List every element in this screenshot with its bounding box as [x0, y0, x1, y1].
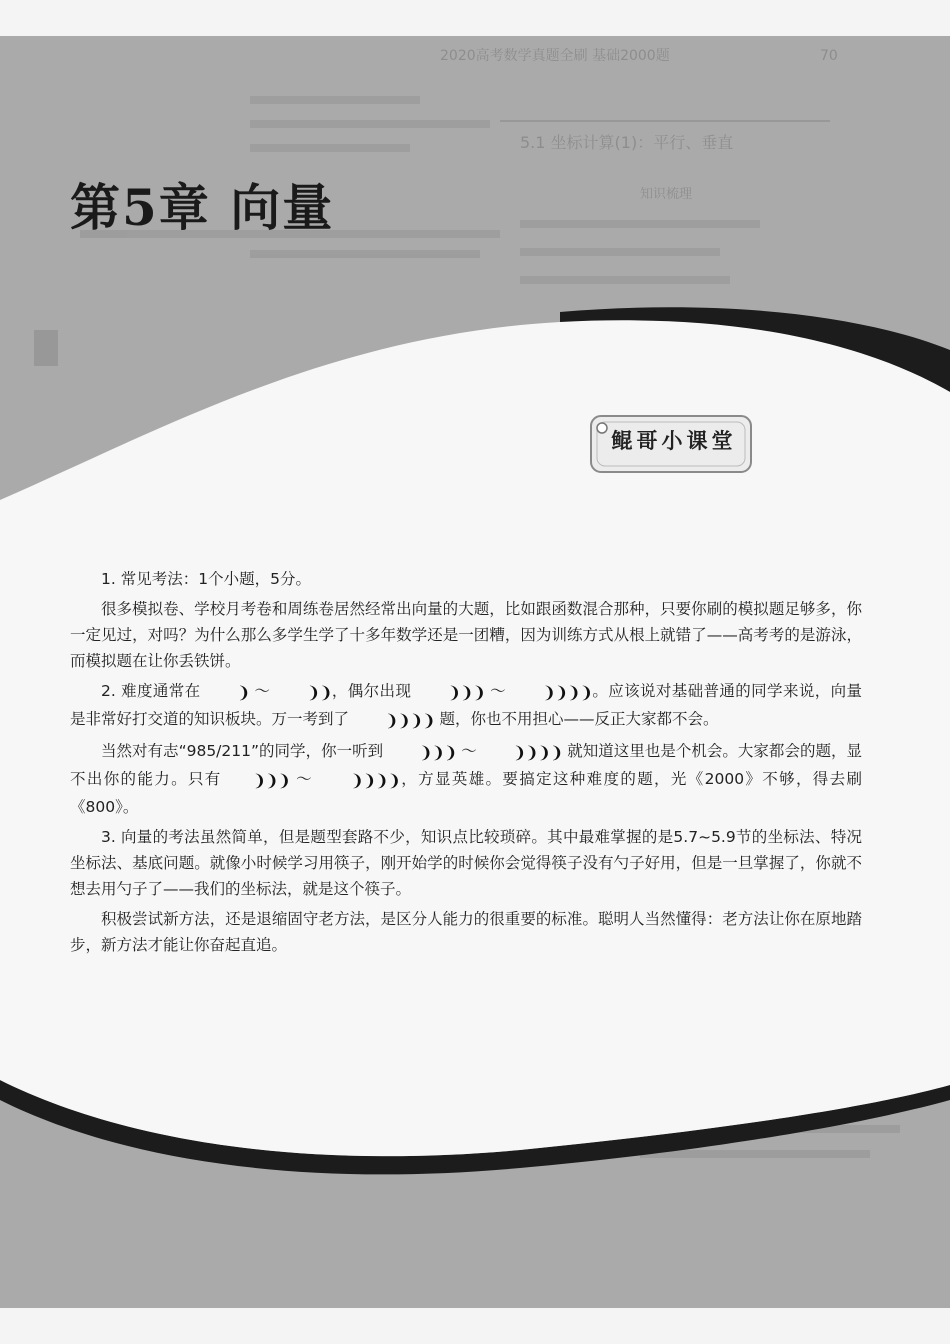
difficulty-3-icon: ❩❩❩	[252, 771, 290, 790]
paragraph-2: 很多模拟卷、学校月考卷和周练卷居然经常出向量的大题，比如跟函数混合那种，只要你刷的模拟题足够多，你一定见过，对吗？为什么那么多学生学了十多年数学还是一团糟，因为训练方式从根上就错了——高考考的是游泳，而模拟题在让你丢铁饼。	[70, 600, 862, 670]
chapter-title: 第5章 向量	[70, 178, 335, 237]
difficulty-3-icon: ❩❩❩	[419, 743, 457, 762]
ghost-side-mark	[34, 330, 58, 366]
ghost-line-7	[520, 248, 720, 256]
page-number: 70	[820, 48, 838, 64]
ghost-line-3	[250, 144, 410, 152]
ghost-line-2	[250, 120, 490, 128]
p4-part-a: 当然对有志“985/211”的同学，你一听到	[101, 742, 389, 760]
p3-part-b: ～	[249, 682, 276, 700]
difficulty-4-icon: ❩❩❩❩	[384, 711, 435, 730]
p3-part-a: 2. 难度通常在	[101, 682, 206, 700]
ghost-section-heading: 5.1 坐标计算(1)：平行、垂直	[520, 133, 734, 152]
p3-part-d: ～	[484, 682, 512, 700]
ghost-line-1	[250, 96, 420, 104]
ghost-line-6	[520, 220, 760, 228]
paragraph-1: 1. 常见考法：1个小题，5分。	[101, 570, 311, 588]
difficulty-4-icon: ❩❩❩❩	[512, 743, 563, 762]
paragraph-4	[70, 738, 862, 820]
running-head: 2020高考数学真题全刷 基础2000题	[440, 48, 670, 64]
difficulty-4-icon: ❩❩❩❩	[542, 683, 592, 702]
paragraph-5: 3. 向量的考法虽然简单，但是题型套路不少，知识点比较琐碎。其中最难掌握的是5.7~5.9节的坐标法、特况坐标法、基底问题。就像小时候学习用筷子，刚开始学的时候你会觉得筷子没有勺子好用，但是一旦掌握了，你就不想去用勺子了——我们的坐标法，就是这个筷子。	[70, 828, 862, 898]
difficulty-2-icon: ❩❩	[306, 683, 332, 702]
p4-part-d: ～	[289, 770, 320, 788]
badge-label: 鲲哥小课堂	[611, 428, 737, 453]
ghost-line-8	[520, 276, 730, 284]
paragraph-3	[70, 678, 862, 734]
body-text	[70, 566, 862, 962]
difficulty-4-icon: ❩❩❩❩	[350, 771, 400, 790]
p3-part-c: ，偶尔出现	[331, 682, 417, 700]
p3-part-f: 题，你也不用担心——反正大家都不会。	[434, 710, 719, 728]
difficulty-1-icon: ❩	[236, 683, 250, 702]
ghost-rule	[500, 120, 830, 122]
ghost-line-11	[640, 1150, 870, 1158]
ghost-line-5	[250, 250, 480, 258]
p4-part-e: ，方显英雄。要搞定这种难度的题，光《2000》不够，得去刷《800》。	[70, 770, 863, 816]
p4-part-c: 就知道这里也是个机会。大家都会的题，显不出你的能力。只有	[70, 742, 862, 788]
p4-part-b: ～	[456, 742, 482, 760]
p3-part-e: 。应该说对基础普通的同学来说，向量是非常好打交道的知识板块。万一考到了	[70, 682, 862, 728]
ghost-sub-heading: 知识梳理	[640, 187, 693, 202]
difficulty-3-icon: ❩❩❩	[447, 683, 485, 702]
paragraph-6: 积极尝试新方法，还是退缩固守老方法，是区分人能力的很重要的标准。聪明人当然懂得：老方法让你在原地踏步，新方法才能让你奋起直追。	[70, 910, 862, 954]
